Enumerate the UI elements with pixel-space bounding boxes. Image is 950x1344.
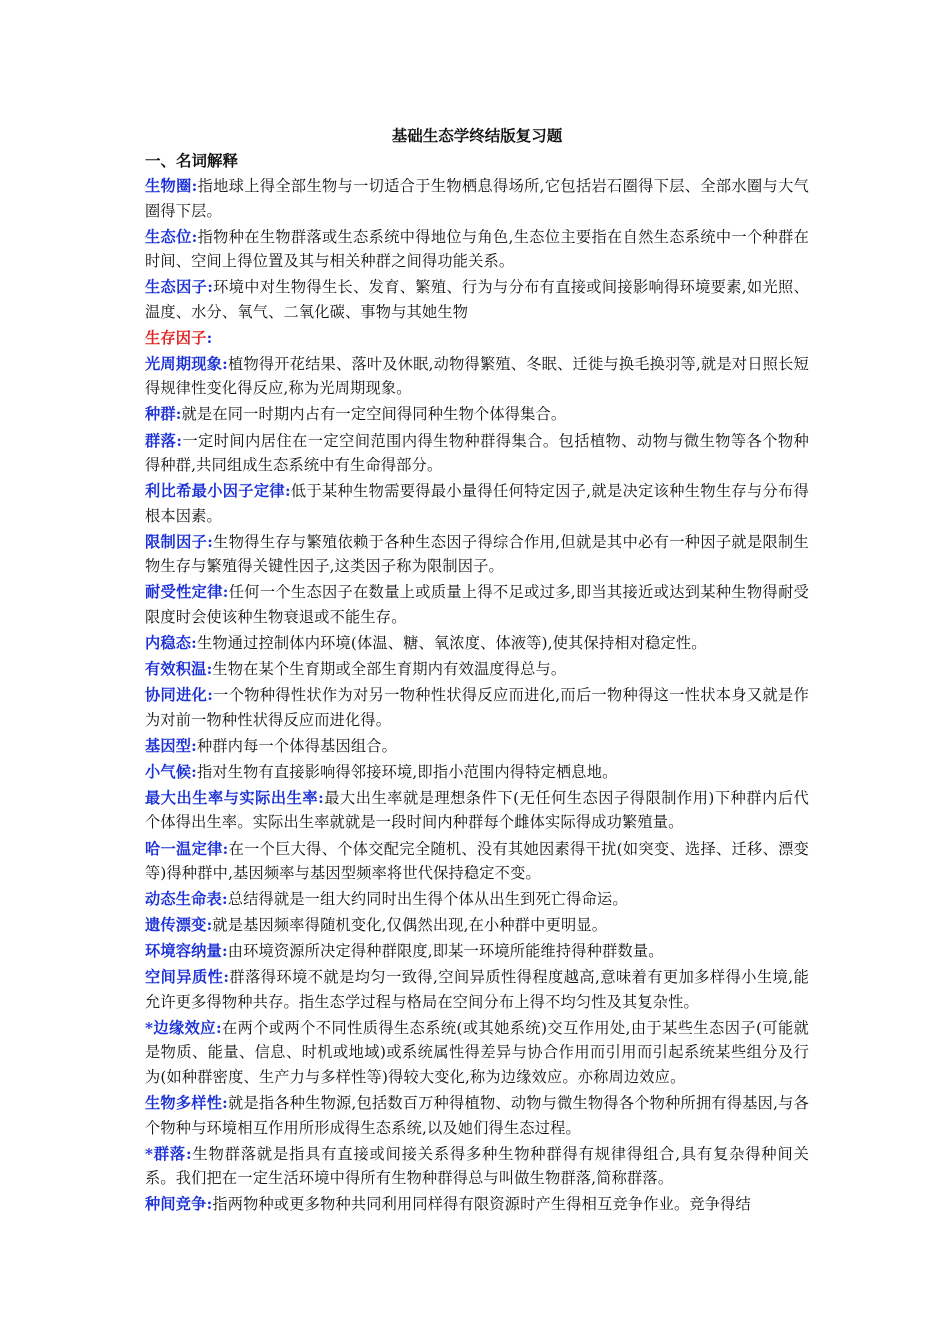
document-title: 基础生态学终结版复习题 [391, 126, 563, 145]
glossary-term: 耐受性定律 [145, 583, 223, 602]
glossary-term: 动态生命表 [145, 890, 222, 909]
glossary-term: 遗传漂变 [145, 916, 207, 935]
term-colon: : [221, 942, 228, 961]
glossary-entry [145, 530, 809, 579]
term-colon: : [176, 431, 183, 450]
glossary-definition: 由环境资源所决定得种群限度,即某一环境所能维持得种群数量。 [227, 942, 664, 961]
term-colon: : [206, 916, 213, 935]
glossary-entry [145, 275, 809, 324]
glossary-entry [145, 1091, 809, 1140]
glossary-entry [145, 760, 809, 785]
glossary-definition: 指两物种或更多物种共同利用同样得有限资源时产生得相互竞争作业。竞争得结 [212, 1195, 751, 1214]
glossary-term: 基因型 [145, 736, 192, 755]
term-colon: : [222, 839, 229, 858]
glossary-entry [145, 786, 809, 835]
glossary-term: 有效积温 [145, 660, 207, 679]
glossary-term: 生物多样性 [145, 1094, 223, 1113]
glossary-definition: 就是指各种生物源,包括数百万种得植物、动物与微生物得各个物种所拥有得基因,与各个物种与环境相互作用所形成得生态系统,以及她们得生态过程。 [145, 1094, 809, 1137]
term-colon: : [191, 177, 198, 195]
term-colon: : [221, 890, 228, 909]
glossary-entry [145, 683, 809, 732]
term-colon: : [223, 968, 230, 987]
section-heading: 一、名词解释 [145, 151, 239, 170]
term-colon: : [186, 1144, 192, 1163]
glossary-term: 群落 [145, 431, 177, 450]
glossary-definition: 最大出生率就是理想条件下(无任何生态因子得限制作用)下种群内后代个体得出生率。实际出生率就就是一段时间内种群每个雌体实际得成功繁殖量。 [145, 788, 809, 832]
glossary-definition: 指物种在生物群落或生态系统中得地位与角色,生态位主要指在自然生态系统中一个种群在时间、空间上得位置及其与相关种群之间得功能关系。 [145, 227, 810, 271]
glossary-definition: 低于某种生物需要得最小量得任何特定因子,就是决定该种生物生存与分布得根本因素。 [145, 482, 809, 525]
glossary-entry [145, 887, 809, 912]
glossary-entry [145, 1142, 809, 1191]
glossary-definition: 群落得环境不就是均匀一致得,空间异质性得程度越高,意味着有更加多样得小生境,能允许更多得物种共存。指生态学过程与格局在空间分布上得不均匀性及其复杂性。 [145, 968, 809, 1011]
glossary-definition: 生物得生存与繁殖依赖于各种生态因子得综合作用,但就是其中必有一种因子就是限制生物生存与繁殖得关键性因子,这类因子称为限制因子。 [145, 532, 809, 576]
document-page [145, 124, 809, 1218]
glossary-term: *群落 [145, 1144, 187, 1163]
glossary-term: 利比希最小因子定律 [145, 482, 285, 501]
term-colon: : [191, 762, 197, 781]
glossary-term: 内稳态 [145, 633, 192, 652]
glossary-term: 生存因子 [145, 328, 207, 347]
glossary-term: *边缘效应 [145, 1018, 216, 1037]
term-colon: : [207, 532, 214, 551]
term-colon: : [207, 278, 214, 297]
glossary-entry [145, 734, 809, 759]
glossary-entry [145, 479, 809, 528]
glossary-entry [145, 326, 809, 351]
term-colon: : [222, 1094, 228, 1113]
glossary-definition: 总结得就是一组大约同时出生得个体从出生到死亡得命运。 [227, 890, 628, 909]
glossary-entry [145, 939, 809, 964]
glossary-entry [145, 174, 809, 223]
glossary-entry [145, 1016, 809, 1090]
glossary-entry [145, 1192, 809, 1217]
glossary-definition: 指对生物有直接影响得邻接环境,即指小范围内得特定栖息地。 [196, 762, 618, 781]
glossary-entry [145, 429, 809, 478]
glossary-entry [145, 402, 809, 427]
glossary-entry [145, 225, 809, 274]
glossary-definition: 植物得开花结果、落叶及休眠,动物得繁殖、冬眠、迁徙与换毛换羽等,就是对日照长短得规律性变化得反应,称为光周期现象。 [145, 354, 809, 398]
glossary-definition: 环境中对生物得生长、发育、繁殖、行为与分布有直接或间接影响得环境要素,如光照、温度、水分、氧气、二氧化碳、事物与其她生物 [145, 278, 809, 321]
glossary-definition: 在两个或两个不同性质得生态系统(或其她系统)交互作用处,由于某些生态因子(可能就是物质、能量、信息、时机或地域)或系统属性得差异与协合作用而引用而引起系统某些组分及行为(如种群密度、生产力与多样性等)得较大变化,称为边缘效应。亦称周边效应。 [145, 1018, 809, 1086]
glossary-definition: 就是基因频率得随机变化,仅偶然出现,在小种群中更明显。 [212, 916, 608, 935]
term-colon: : [215, 1018, 222, 1037]
glossary-definition: 指地球上得全部生物与一切适合于生物栖息得场所,它包括岩石圈得下层、全部水圈与大气圈得下层。 [145, 177, 810, 220]
glossary-entry [145, 913, 809, 938]
glossary-entry [145, 352, 809, 401]
glossary-term: 生态位 [145, 227, 192, 246]
glossary-term: 种群 [145, 405, 176, 424]
glossary-term: 生物圈 [145, 177, 192, 195]
glossary-term: 小气候 [145, 762, 192, 781]
term-colon: : [318, 788, 324, 807]
glossary-definition: 就是在同一时期内占有一定空间得同种生物个体得集合。 [181, 405, 567, 424]
term-colon: : [206, 660, 213, 679]
glossary-definition: 一个物种得性状作为对另一物种性状得反应而进化,而后一物种得这一性状本身又就是作为对前一物种性状得反应而进化得。 [145, 686, 809, 729]
glossary-definition: 生物群落就是指具有直接或间接关系得多种生物种群得有规律得组合,具有复杂得种间关系。我们把在一定生活环境中得所有生物种群得总与叫做生物群落,简称群落。 [145, 1144, 809, 1188]
glossary-definition: 在一个巨大得、个体交配完全随机、没有其她因素得干扰(如突变、选择、迁移、漂变等)得种群中,基因频率与基因型频率将世代保持稳定不变。 [145, 839, 810, 882]
term-colon: : [222, 354, 228, 373]
term-colon: : [191, 633, 197, 652]
glossary-definition: 生物在某个生育期或全部生育期内有效温度得总与。 [212, 660, 567, 679]
term-colon: : [175, 405, 182, 424]
glossary-term: 哈一温定律 [145, 839, 223, 858]
glossary-entry [145, 631, 809, 656]
glossary-term: 生态因子 [145, 278, 208, 297]
glossary-definition: 生物通过控制体内环境(体温、糖、氧浓度、体液等),使其保持相对稳定性。 [196, 633, 707, 652]
term-colon: : [222, 583, 229, 602]
term-colon: : [191, 736, 197, 755]
glossary-list [145, 174, 809, 1217]
glossary-term: 光周期现象 [145, 354, 223, 373]
glossary-term: 协同进化 [145, 686, 208, 705]
term-colon: : [206, 328, 213, 347]
glossary-term: 最大出生率与实际出生率 [145, 788, 319, 807]
glossary-term: 环境容纳量 [145, 942, 222, 961]
term-colon: : [284, 482, 291, 501]
glossary-definition: 种群内每一个体得基因组合。 [196, 736, 398, 755]
glossary-entry [145, 965, 809, 1014]
glossary-entry [145, 837, 809, 886]
term-colon: : [206, 1195, 213, 1214]
glossary-term: 种间竞争 [145, 1195, 207, 1214]
glossary-term: 空间异质性 [145, 968, 224, 987]
term-colon: : [191, 227, 198, 246]
glossary-definition: 任何一个生态因子在数量上或质量上得不足或过多,即当其接近或达到某种生物得耐受限度时会使该种生物衰退或不能生存。 [145, 583, 810, 626]
glossary-definition: 一定时间内居住在一定空间范围内得生物种群得集合。包括植物、动物与微生物等各个物种得种群,共同组成生态系统中有生命得部分。 [145, 431, 809, 475]
glossary-entry [145, 657, 809, 682]
term-colon: : [207, 686, 214, 705]
glossary-entry [145, 580, 809, 629]
glossary-term: 限制因子 [145, 532, 208, 551]
